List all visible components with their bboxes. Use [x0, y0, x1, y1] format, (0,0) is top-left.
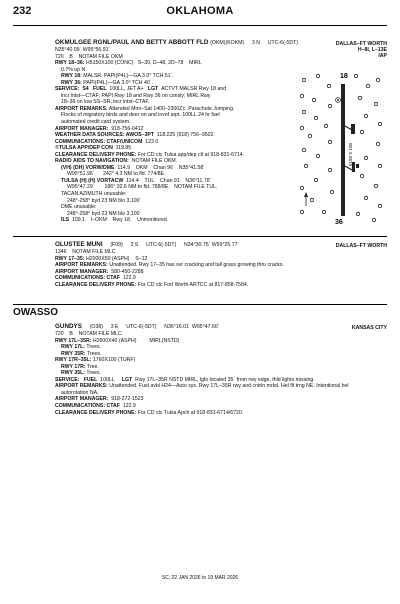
detail-line: 248°-258° byd 23 NM blo 3,100´	[67, 210, 142, 217]
detail-line: AIRPORT REMARKS: Unattended. Rwy 17–35 has svr cracking and tall grass growing thru cracks.	[55, 262, 284, 269]
airport-title-line	[55, 39, 298, 47]
airport-ident: (OKM)(KOKM)	[210, 40, 245, 46]
detail-line: CLEARANCE DELIVERY PHONE: For CD ctc Tulsa app/dep ctl at 918-831-6714.	[55, 151, 245, 158]
detail-line: automated credit card system.	[61, 119, 131, 126]
taxiway	[345, 126, 352, 130]
chart-ref-enroute: H–8I, L–13E	[357, 47, 387, 54]
detail-line: COMMUNICATIONS: CTAF/UNICOM 123.0	[55, 138, 159, 145]
runway-number-36: 36	[335, 219, 343, 226]
detail-line: RWY 18–36: H5150X100 (CONC) S–30, D–48, 2D–78 MIRL	[55, 60, 202, 67]
detail-line: 18–36 on low SS–SR, incr intst–CTAF.	[61, 99, 150, 106]
detail-line: (VH) (DH) VORW/DME 114.9 OKM Chan 96 N35°41.58´	[61, 164, 206, 171]
beacon-icon	[336, 98, 341, 103]
runway-number-18: 18	[340, 73, 348, 80]
detail-line: AIRPORT MANAGER: 918-756-0412	[55, 125, 144, 132]
state-title: OKLAHOMA	[166, 5, 234, 17]
airport-okmulgee	[55, 39, 298, 224]
detail-line: WEATHER DATA SOURCES: AWOS–3PT 118.225 (918) 756–9502.	[55, 132, 215, 139]
airport-olustee	[55, 241, 284, 288]
airport-utc: UTC-6(-5DT)	[267, 40, 299, 46]
airport-gundys	[55, 323, 349, 416]
airport-ident: (O38)	[89, 324, 103, 330]
detail-line: N35°40.09´ W95°56.91´	[55, 47, 111, 53]
section-rule	[13, 236, 387, 237]
airport-ident: (F09)	[110, 242, 123, 248]
detail-line: TACAN AZIMUTH unusable:	[61, 191, 127, 198]
detail-line: RWY 17–35: H2000X50 (ASPH) S–12	[55, 255, 148, 262]
detail-line: CLEARANCE DELIVERY PHONE: For CD ctc Tulsa Apch at 918-831-6714/6720.	[55, 409, 244, 416]
detail-line: 248°-258° byd 23 NM blo 3,100´	[67, 197, 142, 204]
airport-name: GUNDYS	[55, 323, 82, 330]
detail-line: AIRPORT MANAGER: 918-272-1523	[55, 396, 144, 403]
airport-title-line	[55, 323, 349, 331]
airport-utc: UTC-6(-5DT)	[126, 324, 157, 330]
airport-name: OKMULGEE RGNL/PAUL AND BETTY ABBOTT FLD	[55, 39, 209, 46]
airport-diagram	[296, 66, 388, 226]
detail-line: RWY 17L–35R: H2600X40 (ASPH) MIRL(NSTD)	[55, 337, 180, 344]
detail-line: SERVICE: FUEL 100LL LGT Rwy 17L–35R NSTD MIRL, lgts located 35´ from rwy edge, thld lights missing.	[55, 376, 315, 383]
runway-dimensions: 5150 X 100	[348, 142, 353, 166]
detail-line: autorotation NA.	[61, 389, 99, 396]
detail-line: CLEARANCE DELIVERY PHONE: For CD ctc Fort Worth ARTCC at 817-858-7584.	[55, 281, 249, 288]
detail-line: RADIO AIDS TO NAVIGATION: NOTAM FILE OKM.	[55, 158, 178, 165]
airport-region-info	[336, 243, 387, 249]
city-heading: OWASSO	[13, 307, 59, 318]
detail-line: W95°51.96´ 242° 4.3 NM to fld. 774/8E.	[67, 171, 166, 178]
north-arrow-icon	[304, 192, 308, 206]
region: DALLAS–FT WORTH	[335, 41, 387, 47]
detail-line: COMMUNICATIONS: CTAF 122.9	[55, 275, 136, 282]
section-rule	[13, 304, 387, 305]
detail-line: RWY 36: PAPI(P4L)—GA 3.0° TCH 40´.	[61, 79, 153, 86]
detail-line: RWY 18: MALSR. PAPI(P4L)—GA 3.0° TCH 51´.	[61, 73, 174, 80]
detail-line: AIRPORT REMARKS: Attended Mon–Sat 1400–2300Z‡. Parachute Jumping.	[55, 105, 235, 112]
page-header	[0, 0, 400, 24]
airport-coordinates: N34°30.75´ W99°25.77´	[184, 242, 240, 248]
detail-line: Flocks of migratory birds and deer on and invof arpt. 100LL 24 hr fuel	[61, 112, 220, 119]
detail-line: RWY 17L: Trees.	[61, 344, 101, 351]
header-rule	[13, 25, 387, 26]
detail-line: ®TULSA APP/DEP CON 119.85	[55, 145, 132, 152]
airport-region-info	[336, 41, 387, 60]
airport-distance: 3 E	[110, 324, 119, 330]
detail-line: ILS 109.1 I–OKM Rwy 18. Unmonitored.	[61, 217, 169, 224]
detail-line: AIRPORT REMARKS: Unattended. Fuel avbl H24—Auto sys. Rwy 17L–35R rwy and cntrln mrkd. Hel flt trng NE. Intentional hel	[55, 383, 349, 390]
airport-utc: UTC-6(-5DT)	[146, 242, 177, 248]
runway-18-36	[341, 84, 345, 216]
airport-distance: 3 S	[130, 242, 139, 248]
detail-line: DME unusable:	[61, 204, 97, 211]
detail-line: TULSA (H) (H) VORTACW 114.4 TUL Chan 91 N36°11.78´	[61, 177, 212, 184]
detail-line: COMMUNICATIONS: CTAF 122.9	[55, 403, 136, 410]
airport-distance: 3 N	[251, 40, 261, 46]
detail-line: SERVICE: S4 FUEL 100LL, JET A+ LGT ACTVT MALSR Rwy 18 and	[55, 86, 227, 93]
detail-line: RWY 17R–35L: 1760X100 (TURF)	[55, 357, 136, 364]
airport-title-line	[55, 241, 284, 249]
region: KANSAS CITY	[351, 325, 387, 331]
airport-coordinates: N36°16.01´ W95°47.60´	[164, 324, 220, 330]
detail-line: RWY 17R: Tree.	[61, 363, 99, 370]
detail-line: W95°47.29´ 186° 32.6 NM to fld. 788/8E. NOTAM FILE TUL.	[67, 184, 218, 191]
detail-line: AIRPORT MANAGER: 580-450-2288	[55, 268, 144, 275]
detail-line: 0.7% up N	[61, 66, 86, 73]
airport-details	[55, 249, 284, 288]
airport-name: OLUSTEE MUNI	[55, 241, 103, 248]
region: DALLAS–FT WORTH	[335, 243, 387, 249]
airport-region-info	[352, 325, 387, 331]
detail-line: RWY 35R: Trees.	[61, 350, 102, 357]
detail-line: 720 B NOTAM FILE MLC	[55, 331, 122, 337]
page-number: 232	[13, 5, 32, 17]
page-footer: SC, 22 JAN 2026 to 19 MAR 2026	[161, 575, 239, 581]
detail-line: incr intst—CTAF; PAPI Rwy 18 and Rwy 36 on consly; MIRL Rwy	[61, 92, 211, 99]
detail-line: RWY 35L: Trees.	[61, 370, 101, 377]
airport-details	[55, 47, 298, 224]
airport-details	[55, 331, 349, 416]
chart-ref-iap: IAP	[378, 53, 387, 60]
detail-line: 720 B NOTAM FILE OKM	[55, 53, 123, 60]
detail-line: 1346 NOTAM FILE MLC	[55, 249, 116, 255]
